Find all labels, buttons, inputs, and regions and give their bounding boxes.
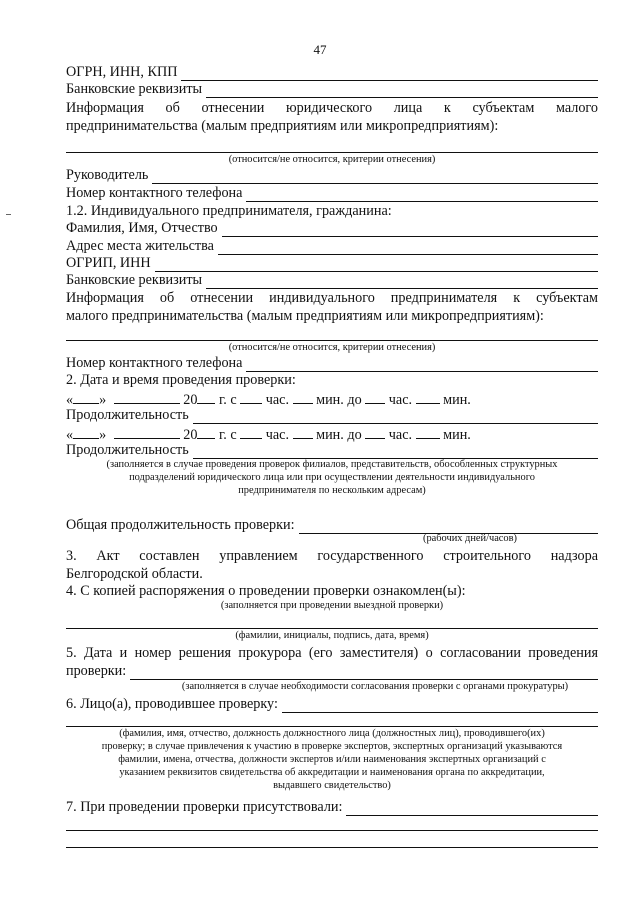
s6-caption-5: выдавшего свидетельство) [273,780,391,791]
s6-caption-1: (фамилия, имя, отчество, должность должностного лица (должностных лиц), проводившего(их) [119,728,545,739]
ip-info-caption: (относится/не относится, критерии отнесения) [228,342,436,353]
s5-line2-label: проверки: [66,663,127,679]
s4-field[interactable] [66,628,598,629]
ip-ogrip-row [66,255,598,272]
ip-address-label: Адрес места жительства [66,238,214,254]
hour-from-field-1[interactable] [240,390,262,404]
ip-address-field[interactable] [218,241,598,255]
s2-note-line3: предпринимателя по нескольким адресам) [238,485,426,496]
ip-bank-row [66,272,598,289]
s2-note-line1: (заполняется в случае проведения проверок филиалов, представительств, обособленных структурных [106,459,558,470]
month-field-2[interactable] [114,425,180,439]
date-quote-open: « [66,392,74,408]
s2-heading: 2. Дата и время проведения проверки: [66,372,296,388]
ip-ogrip-label: ОГРИП, ИНН [66,255,151,271]
org-info-line1: Информация об отнесении юридического лица к субъектам малого [66,100,598,116]
month-field-1[interactable] [114,390,180,404]
org-phone-row [66,185,598,202]
total-duration-caption: (рабочих дней/часов) [423,533,517,544]
ogrn-field[interactable] [181,67,598,81]
org-phone-field[interactable] [246,188,598,202]
duration-row-2 [66,442,598,459]
s6-caption-4: указанием реквизитов свидетельства об аккредитации и наименования органа по аккредитации, [119,767,545,778]
s5-caption: (заполняется в случае необходимости согласования проверки с органами прокуратуры) [181,681,569,692]
s6-caption-2: проверку; в случае привлечения к участию в проверке экспертов, экспертных организаций указываются [101,741,563,752]
s6-field[interactable] [282,699,598,713]
org-bank-label: Банковские реквизиты [66,81,203,97]
s4-caption2: (фамилии, инициалы, подпись, дата, время) [235,630,429,641]
duration-label-1: Продолжительность [66,407,189,423]
s5-field[interactable] [130,666,598,680]
min-to-label-1: мин. до [316,392,362,408]
ip-phone-row [66,355,598,372]
org-head-row [66,167,598,184]
s7-field-3[interactable] [66,847,598,848]
org-bank-row [66,81,598,98]
min-to-label-2: мин. до [316,427,362,443]
year-field-2[interactable] [197,425,215,439]
org-info-caption: (относится/не относится, критерии отнесения) [228,154,436,165]
day-field-1[interactable] [73,390,99,404]
duration-row-1 [66,407,598,424]
min-label-2: мин. [443,427,471,443]
org-head-label: Руководитель [66,167,149,183]
ip-info-field[interactable] [66,340,598,341]
duration-label-2: Продолжительность [66,442,189,458]
s3-line2: Белгородской области. [66,566,203,582]
page-number: 47 [313,42,327,57]
ip-phone-label: Номер контактного телефона [66,355,243,371]
org-info-line2: предпринимательства (малым предприятиям или микропредприятиям): [66,118,499,134]
from-label-1: г. с [219,392,237,408]
s7-field[interactable] [346,802,598,816]
ip-ogrip-field[interactable] [155,258,598,272]
margin-mark [6,214,11,215]
min-from-field-1[interactable] [293,390,313,404]
duration-field-2[interactable] [193,445,598,459]
s6-caption-3: фамилии, имена, отчества, должности экспертов и/или наименования экспертных организаций с [118,754,546,765]
hour-label-1b: час. [388,392,413,408]
min-to-field-1[interactable] [416,390,440,404]
s7-heading-row [66,799,598,816]
min-to-field-2[interactable] [416,425,440,439]
s6-field-2[interactable] [66,726,598,727]
s5-line1: 5. Дата и номер решения прокурора (его заместителя) о согласовании проведения [66,645,598,661]
ogrn-label: ОГРН, ИНН, КПП [66,64,178,80]
ip-bank-field[interactable] [206,275,598,289]
min-label-1: мин. [443,392,471,408]
s4-heading: 4. С копией распоряжения о проведении проверки ознакомлен(ы): [66,583,466,599]
total-duration-label: Общая продолжительность проверки: [66,517,295,533]
hour-to-field-2[interactable] [365,425,385,439]
ip-info-line1: Информация об отнесении индивидуального предпринимателя к субъектам [66,290,598,306]
hour-label-2b: час. [388,427,413,443]
s6-heading-row [66,696,598,713]
date-quote-close-2: » [99,427,107,443]
ip-fio-label: Фамилия, Имя, Отчество [66,220,218,236]
ip-address-row [66,238,598,255]
hour-label-1: час. [265,392,289,408]
s7-heading: 7. При проведении проверки присутствовали: [66,799,343,815]
hour-label-2: час. [265,427,289,443]
ip-heading: 1.2. Индивидуального предпринимателя, гражданина: [66,203,392,219]
s7-field-2[interactable] [66,830,598,831]
s5-line2-row [66,663,598,680]
min-from-field-2[interactable] [293,425,313,439]
date-quote-close: » [99,392,107,408]
org-phone-label: Номер контактного телефона [66,185,243,201]
s3-line1: 3. Акт составлен управлением государственного строительного надзора [66,548,598,564]
ip-fio-row [66,220,598,237]
ogrn-row [66,64,598,81]
year-label-2: 20 [183,427,198,443]
total-duration-row [66,517,598,534]
year-label-1: 20 [183,392,198,408]
date-quote-open-2: « [66,427,74,443]
year-field-1[interactable] [197,390,215,404]
from-label-2: г. с [219,427,237,443]
s6-heading: 6. Лицо(а), проводившее проверку: [66,696,278,712]
org-bank-field[interactable] [206,84,598,98]
org-info-field[interactable] [66,152,598,153]
org-head-field[interactable] [152,170,598,184]
s4-caption1: (заполняется при проведении выездной проверки) [220,600,444,611]
hour-from-field-2[interactable] [240,425,262,439]
s2-note-line2: подразделений юридического лица или при осуществлении деятельности индивидуального [129,472,535,483]
ip-bank-label: Банковские реквизиты [66,272,203,288]
ip-info-line2: малого предпринимательства (малым предприятиям или микропредприятиям): [66,308,544,324]
hour-to-field-1[interactable] [365,390,385,404]
ip-phone-field[interactable] [246,358,598,372]
total-duration-field[interactable] [299,520,598,534]
day-field-2[interactable] [73,425,99,439]
duration-field-1[interactable] [193,410,598,424]
ip-fio-field[interactable] [222,223,598,237]
